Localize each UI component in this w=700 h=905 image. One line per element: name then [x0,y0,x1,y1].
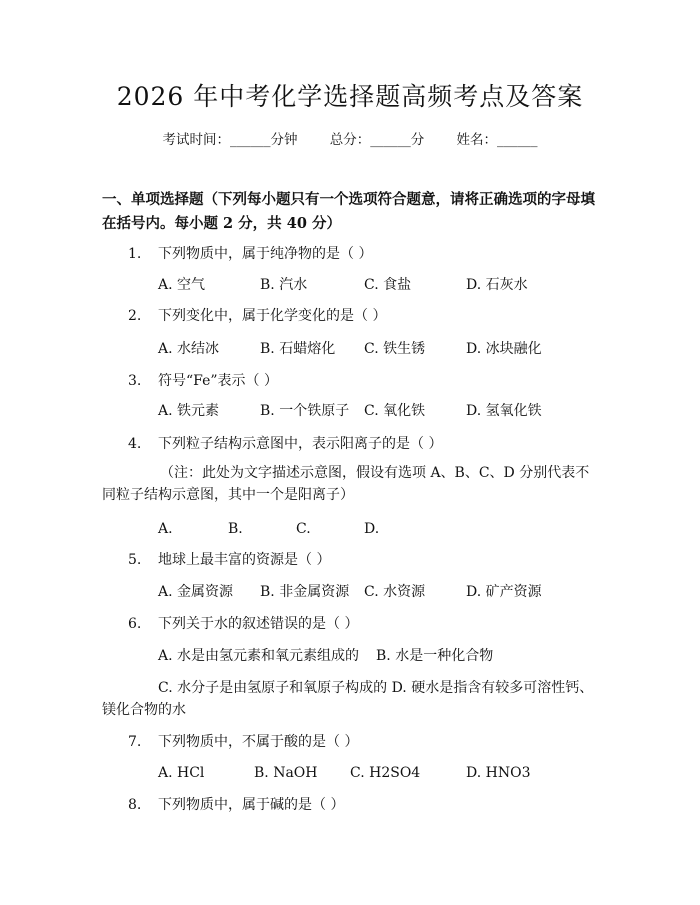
option-a: A. 水结冰 [158,341,220,357]
option-a: A. 空气 [158,277,206,293]
student-name: 姓名：______ [456,132,538,148]
question-number: 7. [128,734,142,750]
option-c: C. 食盐 [364,277,412,293]
option-a: A. 水是由氢元素和氧元素组成的 [158,648,360,664]
question-7-options [158,762,598,784]
question-5 [128,549,598,571]
question-4-note: （注：此处为文字描述示意图，假设有选项 A、B、C、D 分别代表不同粒子结构示意图，其中一个是阳离子） [102,465,590,503]
exam-meta [0,129,700,151]
option-a: A. [158,521,173,537]
option-b: B. 汽水 [260,277,308,293]
option-c: C. 氧化铁 [364,403,426,419]
option-d: D. [364,521,380,537]
question-text: 下列物质中，属于碱的是（ ） [158,797,345,813]
option-a: A. 金属资源 [158,584,234,600]
question-text: 下列关于水的叙述错误的是（ ） [158,616,359,632]
option-c: C. 铁生锈 [364,341,426,357]
option-d: D. 矿产资源 [466,584,542,600]
question-7 [128,731,598,753]
option-c: C. H2SO4 [350,765,421,781]
question-number: 6. [128,616,142,632]
question-number: 1. [128,246,142,262]
question-number: 5. [128,552,142,568]
question-text: 下列物质中，属于纯净物的是（ ） [158,246,373,262]
question-text: 下列物质中，不属于酸的是（ ） [158,734,359,750]
question-6 [128,613,598,635]
question-text: 下列粒子结构示意图中，表示阳离子的是（ ） [158,436,443,452]
option-b: B. [228,521,243,537]
question-number: 3. [128,373,142,389]
question-number: 2. [128,308,142,324]
question-8 [128,794,598,816]
exam-time: 考试时间：______分钟 [162,132,298,148]
option-a: A. HCl [158,765,205,781]
question-text: 下列变化中，属于化学变化的是（ ） [158,308,387,324]
option-c: C. 水资源 [364,584,426,600]
question-text: 地球上最丰富的资源是（ ） [158,552,331,568]
option-b: B. 水是一种化合物 [376,648,494,664]
option-d: D. 冰块融化 [466,341,542,357]
question-3-options [158,400,598,422]
question-2 [128,305,598,327]
question-number: 8. [128,797,142,813]
option-a: A. 铁元素 [158,403,220,419]
question-3 [128,370,598,392]
option-d: D. HNO3 [466,765,531,781]
question-text: 符号“Fe”表示（ ） [158,373,278,389]
question-2-options [158,338,598,360]
question-5-options [158,581,598,603]
question-number: 4. [128,436,142,452]
question-4 [128,433,598,455]
option-b: B. 一个铁原子 [260,403,350,419]
option-b: B. NaOH [254,765,318,781]
question-6-options-cd: C. 水分子是由氢原子和氧原子构成的 D. 硬水是指含有较多可溶性钙、镁化合物的水 [102,680,594,718]
question-1-options [158,274,598,296]
option-b: B. 非金属资源 [260,584,350,600]
page-title: 2026 年中考化学选择题高频考点及答案 [116,82,584,111]
option-c: C. [296,521,311,537]
option-d: D. 石灰水 [466,277,528,293]
question-6-options [158,645,598,667]
option-d: D. 氢氧化铁 [466,403,542,419]
exam-total-score: 总分：______分 [329,132,425,148]
question-1 [128,243,598,265]
option-b: B. 石蜡熔化 [260,341,336,357]
question-4-options [158,518,598,540]
section-heading: 一、单项选择题（下列每小题只有一个选项符合题意，请将正确选项的字母填在括号内。每小题 2 分，共 40 分） [102,191,595,232]
